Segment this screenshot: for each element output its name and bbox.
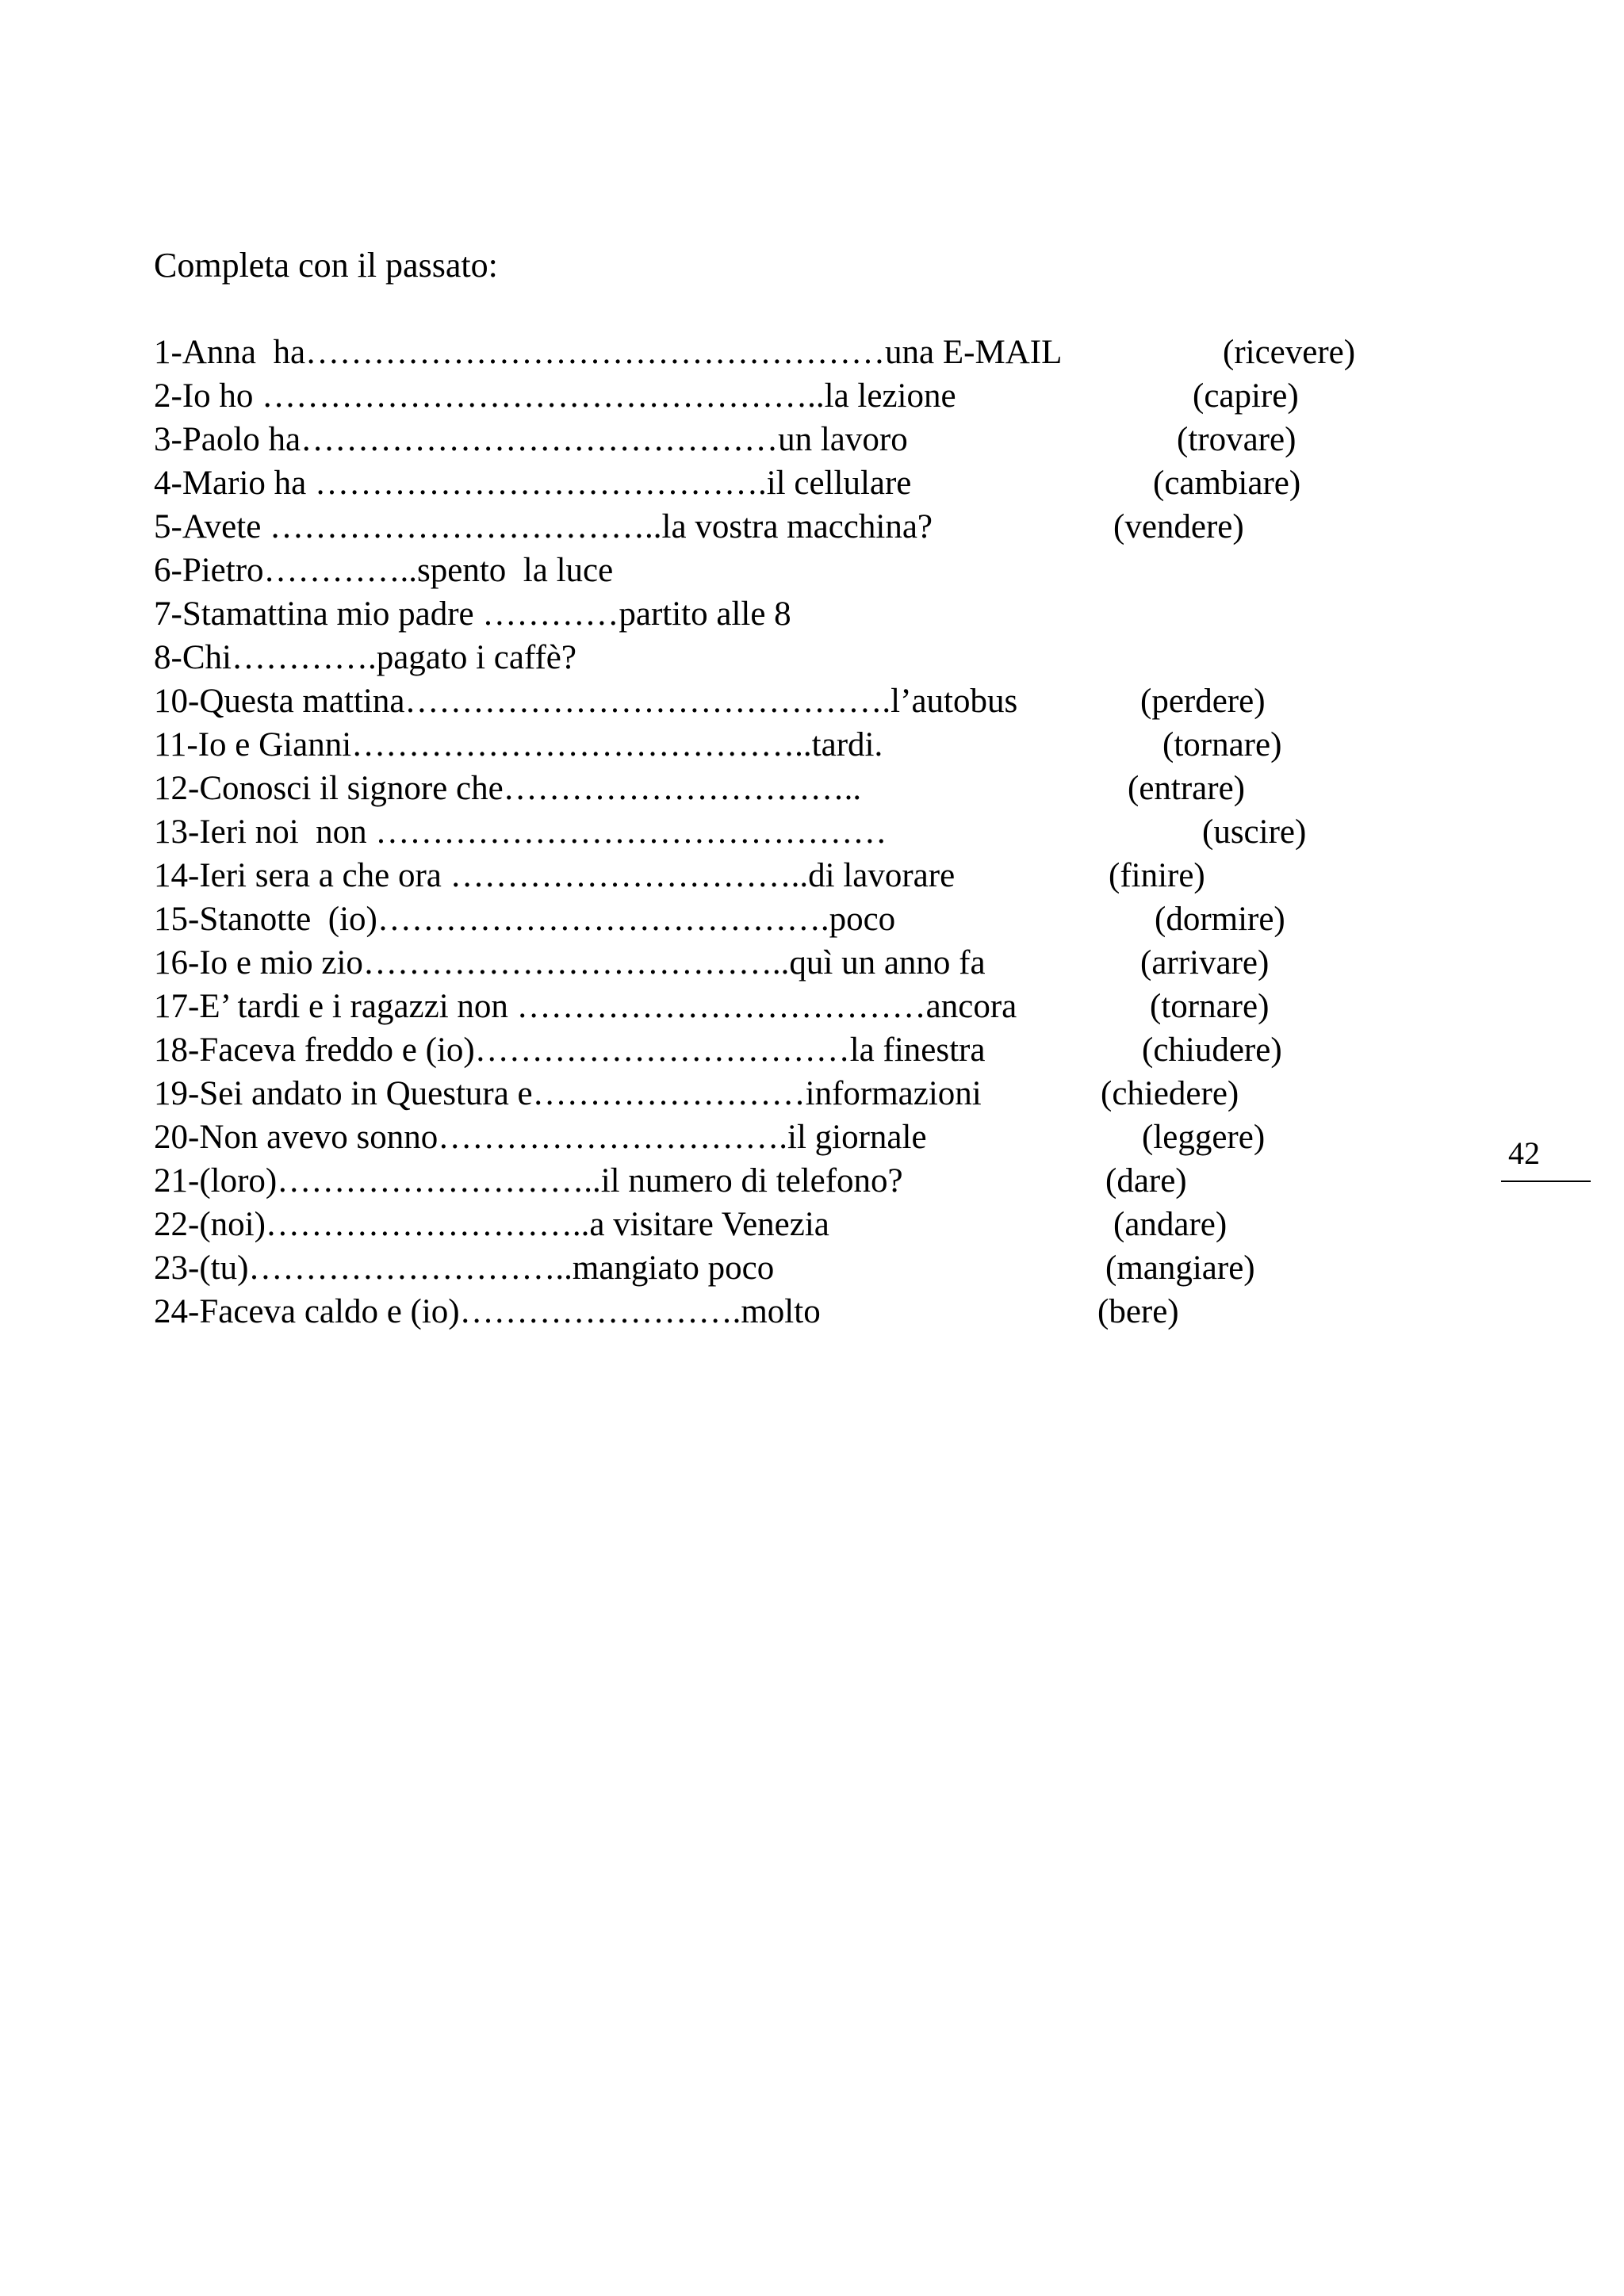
exercise-sentence: 2-Io ho …………………………………………..la lezione xyxy=(154,377,956,415)
exercise-sentence: 1-Anna ha……………………………………………una E-MAIL xyxy=(154,334,1063,371)
exercise-item xyxy=(154,592,1391,636)
exercise-item xyxy=(154,854,1391,897)
exercise-sentence: 14-Ieri sera a che ora …………………………..di lavorare xyxy=(154,857,956,894)
exercise-item xyxy=(154,374,1391,418)
exercise-item xyxy=(154,1072,1391,1115)
exercise-verb-hint: (andare) xyxy=(1113,1206,1228,1243)
exercise-item xyxy=(154,985,1391,1028)
exercise-item xyxy=(154,461,1391,505)
exercise-sentence: 3-Paolo ha……………………………………un lavoro xyxy=(154,421,908,458)
exercise-item xyxy=(154,331,1391,374)
exercise-verb-hint: (dormire) xyxy=(1155,901,1285,938)
exercise-sentence: 7-Stamattina mio padre …………partito alle 8 xyxy=(154,595,791,633)
exercise-item xyxy=(154,767,1391,810)
exercise-verb-hint: (chiedere) xyxy=(1101,1075,1239,1112)
exercise-verb-hint: (trovare) xyxy=(1177,421,1297,458)
exercise-sentence: 11-Io e Gianni…………………………………..tardi. xyxy=(154,726,883,763)
exercise-verb-hint: (mangiare) xyxy=(1105,1249,1255,1287)
exercise-item xyxy=(154,810,1391,854)
exercise-item xyxy=(154,723,1391,767)
exercise-sentence: 23-(tu)………………………..mangiato poco xyxy=(154,1249,775,1287)
exercise-verb-hint: (tornare) xyxy=(1162,726,1282,763)
exercise-item xyxy=(154,897,1391,941)
exercise-item xyxy=(154,1203,1391,1246)
exercise-verb-hint: (leggere) xyxy=(1142,1119,1266,1156)
exercise-verb-hint: (arrivare) xyxy=(1140,944,1270,982)
page-number-underline xyxy=(1501,1181,1591,1182)
exercise-item xyxy=(154,636,1391,679)
exercise-verb-hint: (cambiare) xyxy=(1153,465,1301,502)
exercise-instruction: Completa con il passato: xyxy=(154,246,498,285)
exercise-sentence: 17-E’ tardi e i ragazzi non ………………………………ancora xyxy=(154,988,1017,1025)
exercise-sentence: 6-Pietro…………..spento la luce xyxy=(154,552,614,589)
exercise-sentence: 10-Questa mattina…………………………………….l’autobus xyxy=(154,683,1018,720)
exercise-verb-hint: (dare) xyxy=(1105,1162,1187,1200)
exercise-item xyxy=(154,505,1391,549)
exercise-sentence: 13-Ieri noi non ……………………………………… xyxy=(154,813,887,851)
exercise-sentence: 24-Faceva caldo e (io)…………………….molto xyxy=(154,1293,821,1330)
exercise-sentence: 21-(loro)………………………..il numero di telefono? xyxy=(154,1162,903,1200)
exercise-sentence: 12-Conosci il signore che………………………….. xyxy=(154,770,862,807)
exercise-item xyxy=(154,1159,1391,1203)
exercise-item xyxy=(154,1246,1391,1290)
exercise-verb-hint: (ricevere) xyxy=(1223,334,1356,371)
exercise-verb-hint: (uscire) xyxy=(1202,813,1307,851)
exercise-item xyxy=(154,1115,1391,1159)
exercise-sentence: 16-Io e mio zio………………………………..quì un anno fa xyxy=(154,944,986,982)
exercise-verb-hint: (chiudere) xyxy=(1142,1031,1282,1069)
exercise-sentence: 18-Faceva freddo e (io)……………………………la finestra xyxy=(154,1031,986,1069)
exercise-sentence: 5-Avete ……………………………..la vostra macchina? xyxy=(154,508,933,545)
exercise-item xyxy=(154,418,1391,461)
exercise-sentence: 20-Non avevo sonno………………………….il giornale xyxy=(154,1119,927,1156)
exercise-item xyxy=(154,549,1391,592)
exercise-item xyxy=(154,1028,1391,1072)
exercise-verb-hint: (entrare) xyxy=(1128,770,1245,807)
exercise-sentence: 8-Chi………….pagato i caffè? xyxy=(154,639,576,676)
page-number: 42 xyxy=(1508,1135,1540,1171)
exercise-verb-hint: (tornare) xyxy=(1150,988,1270,1025)
exercise-sentence: 22-(noi)………………………..a visitare Venezia xyxy=(154,1206,829,1243)
exercise-sentence: 19-Sei andato in Questura e……………………informazioni xyxy=(154,1075,982,1112)
exercise-verb-hint: (perdere) xyxy=(1140,683,1266,720)
exercise-verb-hint: (finire) xyxy=(1109,857,1205,894)
exercise-sentence: 4-Mario ha ………………………………….il cellulare xyxy=(154,465,912,502)
exercise-list xyxy=(154,331,1391,1334)
exercise-item xyxy=(154,1290,1391,1334)
exercise-verb-hint: (vendere) xyxy=(1113,508,1244,545)
exercise-item xyxy=(154,679,1391,723)
exercise-verb-hint: (bere) xyxy=(1097,1293,1179,1330)
exercise-item xyxy=(154,941,1391,985)
exercise-sentence: 15-Stanotte (io)………………………………….poco xyxy=(154,901,896,938)
exercise-verb-hint: (capire) xyxy=(1193,377,1299,415)
